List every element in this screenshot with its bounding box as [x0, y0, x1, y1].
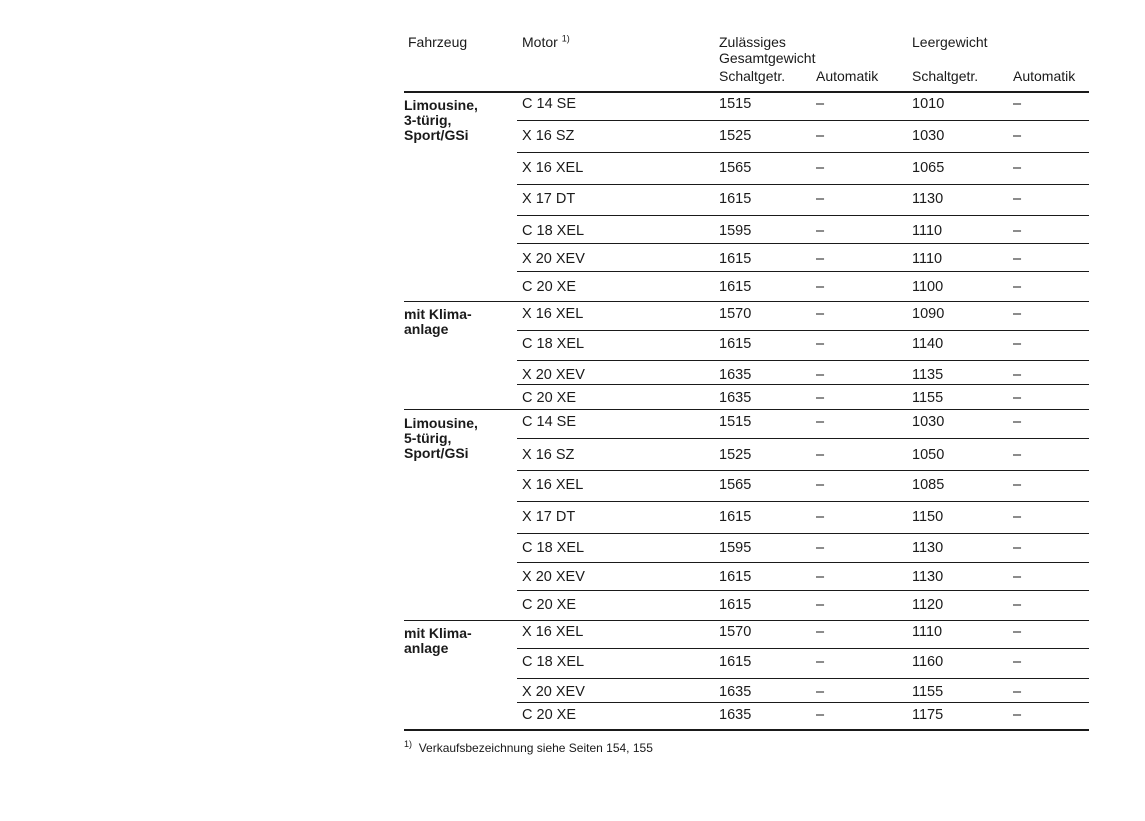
motor-cell: C 20 XE [522, 390, 576, 406]
vehicle-group-line: 3-türig, [404, 112, 452, 128]
leer-automatik-cell: – [1013, 569, 1022, 585]
zul-automatik-cell: – [816, 540, 825, 556]
row-rule [517, 702, 1089, 703]
motor-cell: C 18 XEL [522, 223, 585, 239]
vehicle-group-line: anlage [404, 640, 449, 656]
zul-schaltgetr-cell: 1565 [719, 477, 752, 493]
zul-automatik-cell: – [816, 707, 825, 723]
leer-automatik-cell: – [1013, 223, 1022, 239]
vehicle-group-line: Sport/GSi [404, 127, 469, 143]
header-rule [404, 91, 1089, 93]
zul-automatik-cell: – [816, 128, 825, 144]
motor-cell: X 16 SZ [522, 447, 575, 463]
zul-schaltgetr-cell: 1570 [719, 624, 752, 640]
header-zul-line1: Zulässiges [719, 34, 786, 50]
zul-automatik-cell: – [816, 624, 825, 640]
row-rule [517, 533, 1089, 534]
zul-schaltgetr-cell: 1635 [719, 707, 752, 723]
zul-schaltgetr-cell: 1615 [719, 336, 752, 352]
row-rule [517, 590, 1089, 591]
zul-schaltgetr-cell: 1635 [719, 390, 752, 406]
motor-cell: C 14 SE [522, 96, 576, 112]
motor-cell: C 18 XEL [522, 336, 585, 352]
leer-automatik-cell: – [1013, 306, 1022, 322]
row-rule [517, 215, 1089, 216]
header-motor [522, 34, 570, 50]
row-rule [517, 271, 1089, 272]
leer-automatik-cell: – [1013, 251, 1022, 267]
zul-schaltgetr-cell: 1635 [719, 684, 752, 700]
leer-automatik-cell: – [1013, 540, 1022, 556]
leer-automatik-cell: – [1013, 707, 1022, 723]
zul-automatik-cell: – [816, 684, 825, 700]
zul-schaltgetr-cell: 1570 [719, 306, 752, 322]
zul-schaltgetr-cell: 1615 [719, 654, 752, 670]
row-rule [517, 648, 1089, 649]
vehicle-group-line: anlage [404, 321, 449, 337]
leer-automatik-cell: – [1013, 367, 1022, 383]
group-separator [404, 409, 1089, 410]
zul-automatik-cell: – [816, 477, 825, 493]
zul-schaltgetr-cell: 1515 [719, 96, 752, 112]
zul-schaltgetr-cell: 1515 [719, 414, 752, 430]
row-rule [517, 184, 1089, 185]
row-rule [517, 438, 1089, 439]
header-motor-label: Motor [522, 34, 558, 50]
zul-automatik-cell: – [816, 336, 825, 352]
header-zul-line2: Gesamtgewicht [719, 50, 816, 66]
leer-schaltgetr-cell: 1130 [912, 191, 944, 207]
zul-schaltgetr-cell: 1525 [719, 447, 752, 463]
motor-cell: C 14 SE [522, 414, 576, 430]
leer-automatik-cell: – [1013, 336, 1022, 352]
row-rule [517, 562, 1089, 563]
row-rule [517, 384, 1089, 385]
motor-cell: C 18 XEL [522, 654, 585, 670]
leer-schaltgetr-cell: 1155 [912, 390, 944, 406]
zul-automatik-cell: – [816, 191, 825, 207]
leer-schaltgetr-cell: 1120 [912, 597, 944, 613]
motor-cell: X 16 XEL [522, 477, 584, 493]
header-zul-auto: Automatik [816, 68, 879, 84]
leer-automatik-cell: – [1013, 279, 1022, 295]
zul-schaltgetr-cell: 1615 [719, 191, 752, 207]
leer-automatik-cell: – [1013, 128, 1022, 144]
zul-schaltgetr-cell: 1615 [719, 509, 752, 525]
motor-cell: X 17 DT [522, 191, 576, 207]
group-separator [404, 620, 1089, 621]
motor-cell: X 16 SZ [522, 128, 575, 144]
row-rule [517, 330, 1089, 331]
zul-schaltgetr-cell: 1595 [719, 223, 752, 239]
zul-schaltgetr-cell: 1615 [719, 279, 752, 295]
motor-cell: C 20 XE [522, 707, 576, 723]
motor-cell: X 16 XEL [522, 160, 584, 176]
motor-cell: X 20 XEV [522, 251, 585, 267]
zul-schaltgetr-cell: 1565 [719, 160, 752, 176]
leer-schaltgetr-cell: 1050 [912, 447, 945, 463]
vehicle-group-line: mit Klima- [404, 625, 472, 641]
vehicle-group-line: mit Klima- [404, 306, 472, 322]
zul-automatik-cell: – [816, 597, 825, 613]
zul-schaltgetr-cell: 1635 [719, 367, 752, 383]
motor-cell: X 20 XEV [522, 569, 585, 585]
leer-schaltgetr-cell: 1030 [912, 128, 945, 144]
vehicle-group-label [404, 307, 514, 337]
header-fahrzeug: Fahrzeug [408, 34, 468, 50]
leer-schaltgetr-cell: 1110 [912, 251, 943, 267]
leer-schaltgetr-cell: 1065 [912, 160, 945, 176]
footnote [404, 741, 653, 755]
motor-cell: X 20 XEV [522, 684, 585, 700]
vehicle-group-label [404, 98, 514, 143]
row-rule [517, 501, 1089, 502]
zul-automatik-cell: – [816, 223, 825, 239]
motor-cell: X 16 XEL [522, 624, 584, 640]
header-leer-auto: Automatik [1013, 68, 1076, 84]
header-leer-schalt: Schaltgetr. [912, 68, 979, 84]
motor-cell: X 17 DT [522, 509, 576, 525]
leer-schaltgetr-cell: 1090 [912, 306, 945, 322]
row-rule [517, 678, 1089, 679]
leer-schaltgetr-cell: 1160 [912, 654, 944, 670]
vehicle-group-line: Limousine, [404, 415, 478, 431]
leer-schaltgetr-cell: 1010 [912, 96, 945, 112]
zul-automatik-cell: – [816, 251, 825, 267]
vehicle-group-line: Sport/GSi [404, 445, 469, 461]
leer-schaltgetr-cell: 1140 [912, 336, 944, 352]
zul-automatik-cell: – [816, 306, 825, 322]
leer-schaltgetr-cell: 1135 [912, 367, 944, 383]
header-motor-footnote: 1) [561, 33, 570, 44]
motor-cell: X 16 XEL [522, 306, 584, 322]
leer-automatik-cell: – [1013, 160, 1022, 176]
zul-automatik-cell: – [816, 509, 825, 525]
row-rule [517, 360, 1089, 361]
leer-schaltgetr-cell: 1155 [912, 684, 944, 700]
header-zul-schalt: Schaltgetr. [719, 68, 786, 84]
leer-automatik-cell: – [1013, 509, 1022, 525]
leer-automatik-cell: – [1013, 477, 1022, 493]
row-rule [517, 120, 1089, 121]
motor-cell: C 18 XEL [522, 540, 585, 556]
leer-schaltgetr-cell: 1150 [912, 509, 944, 525]
zul-automatik-cell: – [816, 390, 825, 406]
row-rule [517, 152, 1089, 153]
zul-schaltgetr-cell: 1615 [719, 251, 752, 267]
zul-schaltgetr-cell: 1615 [719, 597, 752, 613]
leer-automatik-cell: – [1013, 191, 1022, 207]
leer-schaltgetr-cell: 1175 [912, 707, 944, 723]
leer-schaltgetr-cell: 1130 [912, 540, 944, 556]
leer-schaltgetr-cell: 1110 [912, 223, 943, 239]
leer-automatik-cell: – [1013, 684, 1022, 700]
group-separator [404, 301, 1089, 302]
leer-schaltgetr-cell: 1085 [912, 477, 945, 493]
leer-automatik-cell: – [1013, 624, 1022, 640]
motor-cell: C 20 XE [522, 597, 576, 613]
zul-schaltgetr-cell: 1615 [719, 569, 752, 585]
leer-automatik-cell: – [1013, 447, 1022, 463]
leer-schaltgetr-cell: 1030 [912, 414, 945, 430]
leer-automatik-cell: – [1013, 96, 1022, 112]
vehicle-group-label [404, 626, 514, 656]
leer-schaltgetr-cell: 1110 [912, 624, 943, 640]
zul-automatik-cell: – [816, 96, 825, 112]
leer-automatik-cell: – [1013, 414, 1022, 430]
table-bottom-rule [404, 729, 1089, 731]
zul-schaltgetr-cell: 1525 [719, 128, 752, 144]
leer-schaltgetr-cell: 1130 [912, 569, 944, 585]
leer-automatik-cell: – [1013, 654, 1022, 670]
zul-automatik-cell: – [816, 367, 825, 383]
zul-automatik-cell: – [816, 569, 825, 585]
motor-cell: X 20 XEV [522, 367, 585, 383]
row-rule [517, 470, 1089, 471]
vehicle-group-line: Limousine, [404, 97, 478, 113]
footnote-mark: 1) [404, 739, 413, 749]
row-rule [517, 243, 1089, 244]
leer-automatik-cell: – [1013, 597, 1022, 613]
motor-cell: C 20 XE [522, 279, 576, 295]
zul-automatik-cell: – [816, 160, 825, 176]
zul-automatik-cell: – [816, 414, 825, 430]
header-leer: Leergewicht [912, 34, 988, 50]
vehicle-group-line: 5-türig, [404, 430, 452, 446]
leer-automatik-cell: – [1013, 390, 1022, 406]
leer-schaltgetr-cell: 1100 [912, 279, 944, 295]
zul-automatik-cell: – [816, 654, 825, 670]
vehicle-group-label [404, 416, 514, 461]
zul-automatik-cell: – [816, 279, 825, 295]
footnote-text: Verkaufsbezeichnung siehe Seiten 154, 155 [418, 741, 653, 755]
zul-automatik-cell: – [816, 447, 825, 463]
zul-schaltgetr-cell: 1595 [719, 540, 752, 556]
